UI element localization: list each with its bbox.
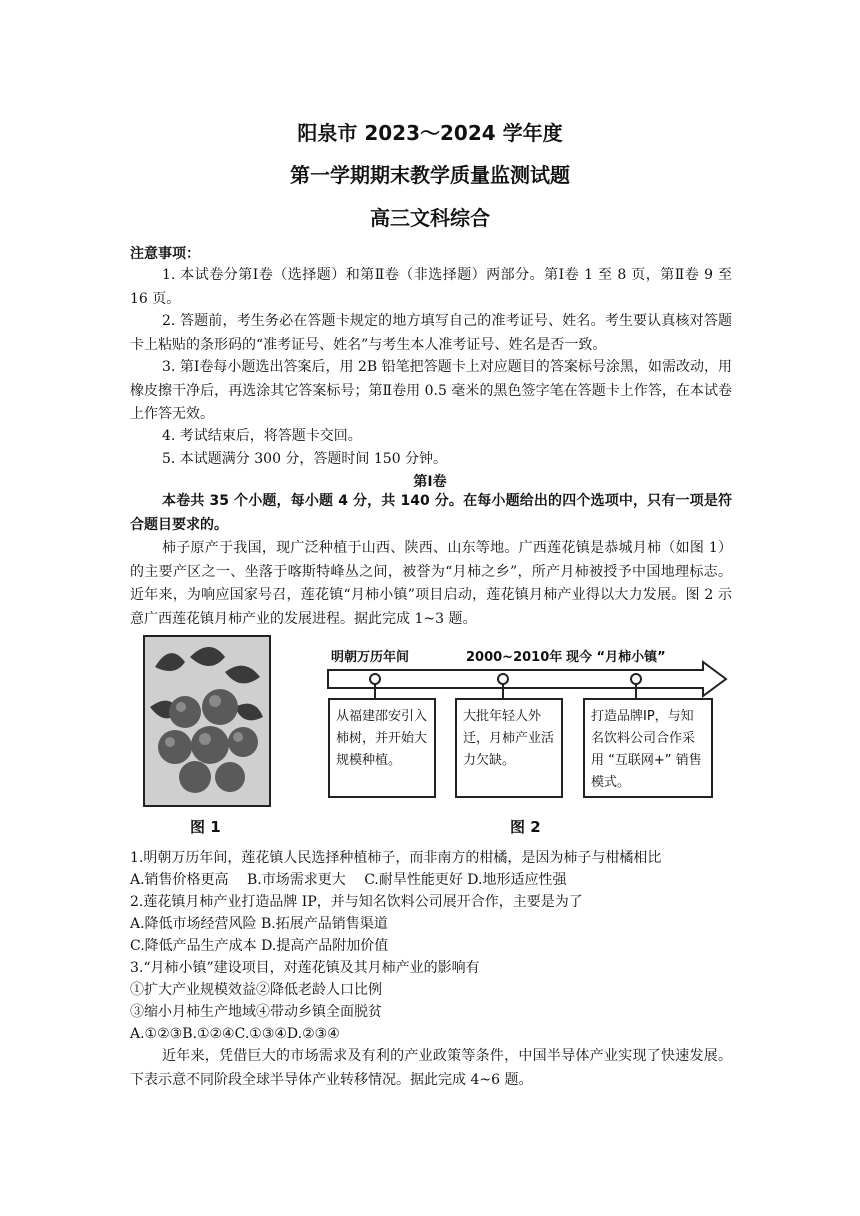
question-2-stem: 2.莲花镇月柿产业打造品牌 IP，并与知名饮料公司展开合作，主要是为了	[130, 894, 583, 910]
timeline-label-2: 2000~2010年	[466, 650, 563, 665]
question-2-options-a: A.降低市场经营风险 B.拓展产品销售渠道	[130, 916, 388, 932]
timeline-box-3: 打造品牌IP，与知名饮料公司合作采用 “互联网+” 销售模式。	[583, 698, 713, 798]
exam-title-line2: 第一学期期末教学质量监测试题	[290, 163, 570, 187]
notice-item-4: 4. 考试结束后，将答题卡交回。	[162, 428, 362, 444]
timeline-box-1: 从福建邵安引入柿树，并开始大规模种植。	[328, 698, 436, 798]
question-3-statements-b: ③缩小月柿生产地域④带动乡镇全面脱贫	[130, 1004, 382, 1020]
notice-item-1: 1. 本试卷分第Ⅰ卷（选择题）和第Ⅱ卷（非选择题）两部分。第Ⅰ卷 1 至 8 页，第Ⅱ卷 9 至 16 页。	[130, 267, 732, 307]
passage-1: 柿子原产于我国，现广泛种植于山西、陕西、山东等地。广西莲花镇是恭城月柿（如图 1）的主要产区之一、坐落于喀斯特峰丛之间，被誉为“月柿之乡”，所产月柿被授予中国地理标志。近年来，为响应国家号召，莲花镇“月柿小镇”项目启动，莲花镇月柿产业得以大力发展。图 2 示意广西莲花镇月柿产业的发展进程。据此完成 1~3 题。	[130, 540, 732, 627]
notice-heading: 注意事项：	[130, 246, 200, 262]
section-title: 第Ⅰ卷	[413, 474, 447, 490]
development-timeline-diagram	[318, 638, 728, 813]
exam-title-line3: 高三文科综合	[370, 206, 490, 230]
notice-item-3: 3. 第Ⅰ卷每小题选出答案后，用 2B 铅笔把答题卡上对应题目的答案标号涂黑，如需改动，用橡皮擦干净后，再选涂其它答案标号；第Ⅱ卷用 0.5 毫米的黑色签字笔在答题卡上作答，在本试卷上作答无效。	[130, 359, 732, 422]
figure-2-caption: 图 2	[510, 818, 541, 836]
persimmon-photo	[143, 635, 271, 807]
question-3-options: A.①②③B.①②④C.①③④D.②③④	[130, 1026, 340, 1042]
question-1-options: A.销售价格更高 B.市场需求更大 C.耐旱性能更好 D.地形适应性强	[130, 872, 567, 888]
question-3-stem: 3.“月柿小镇”建设项目，对莲花镇及其月柿产业的影响有	[130, 960, 480, 976]
timeline-box-2: 大批年轻人外迁，月柿产业活力欠缺。	[455, 698, 563, 798]
exam-title-line1: 阳泉市 2023～2024 学年度	[297, 121, 563, 145]
timeline-label-1: 明朝万历年间	[331, 650, 410, 665]
figure-1-caption: 图 1	[190, 818, 221, 836]
notice-item-5: 5. 本试题满分 300 分，答题时间 150 分钟。	[162, 451, 448, 467]
question-2-options-b: C.降低产品生产成本 D.提高产品附加价值	[130, 938, 389, 954]
question-3-statements-a: ①扩大产业规模效益②降低老龄人口比例	[130, 982, 382, 998]
question-1-stem: 1.明朝万历年间，莲花镇人民选择种植柿子，而非南方的柑橘，是因为柿子与柑橘相比	[130, 850, 662, 866]
passage-2: 近年来，凭借巨大的市场需求及有利的产业政策等条件，中国半导体产业实现了快速发展。下表示意不同阶段全球半导体产业转移情况。据此完成 4~6 题。	[130, 1048, 732, 1088]
section-instruction: 本卷共 35 个小题，每小题 4 分，共 140 分。在每小题给出的四个选项中，只有一项是符合题目要求的。	[130, 493, 732, 533]
timeline-label-3: 现今 “月柿小镇”	[566, 650, 666, 665]
notice-item-2: 2. 答题前，考生务必在答题卡规定的地方填写自己的准考证号、姓名。考生要认真核对答题卡上粘贴的条形码的“准考证号、姓名”与考生本人准考证号、姓名是否一致。	[130, 313, 732, 353]
